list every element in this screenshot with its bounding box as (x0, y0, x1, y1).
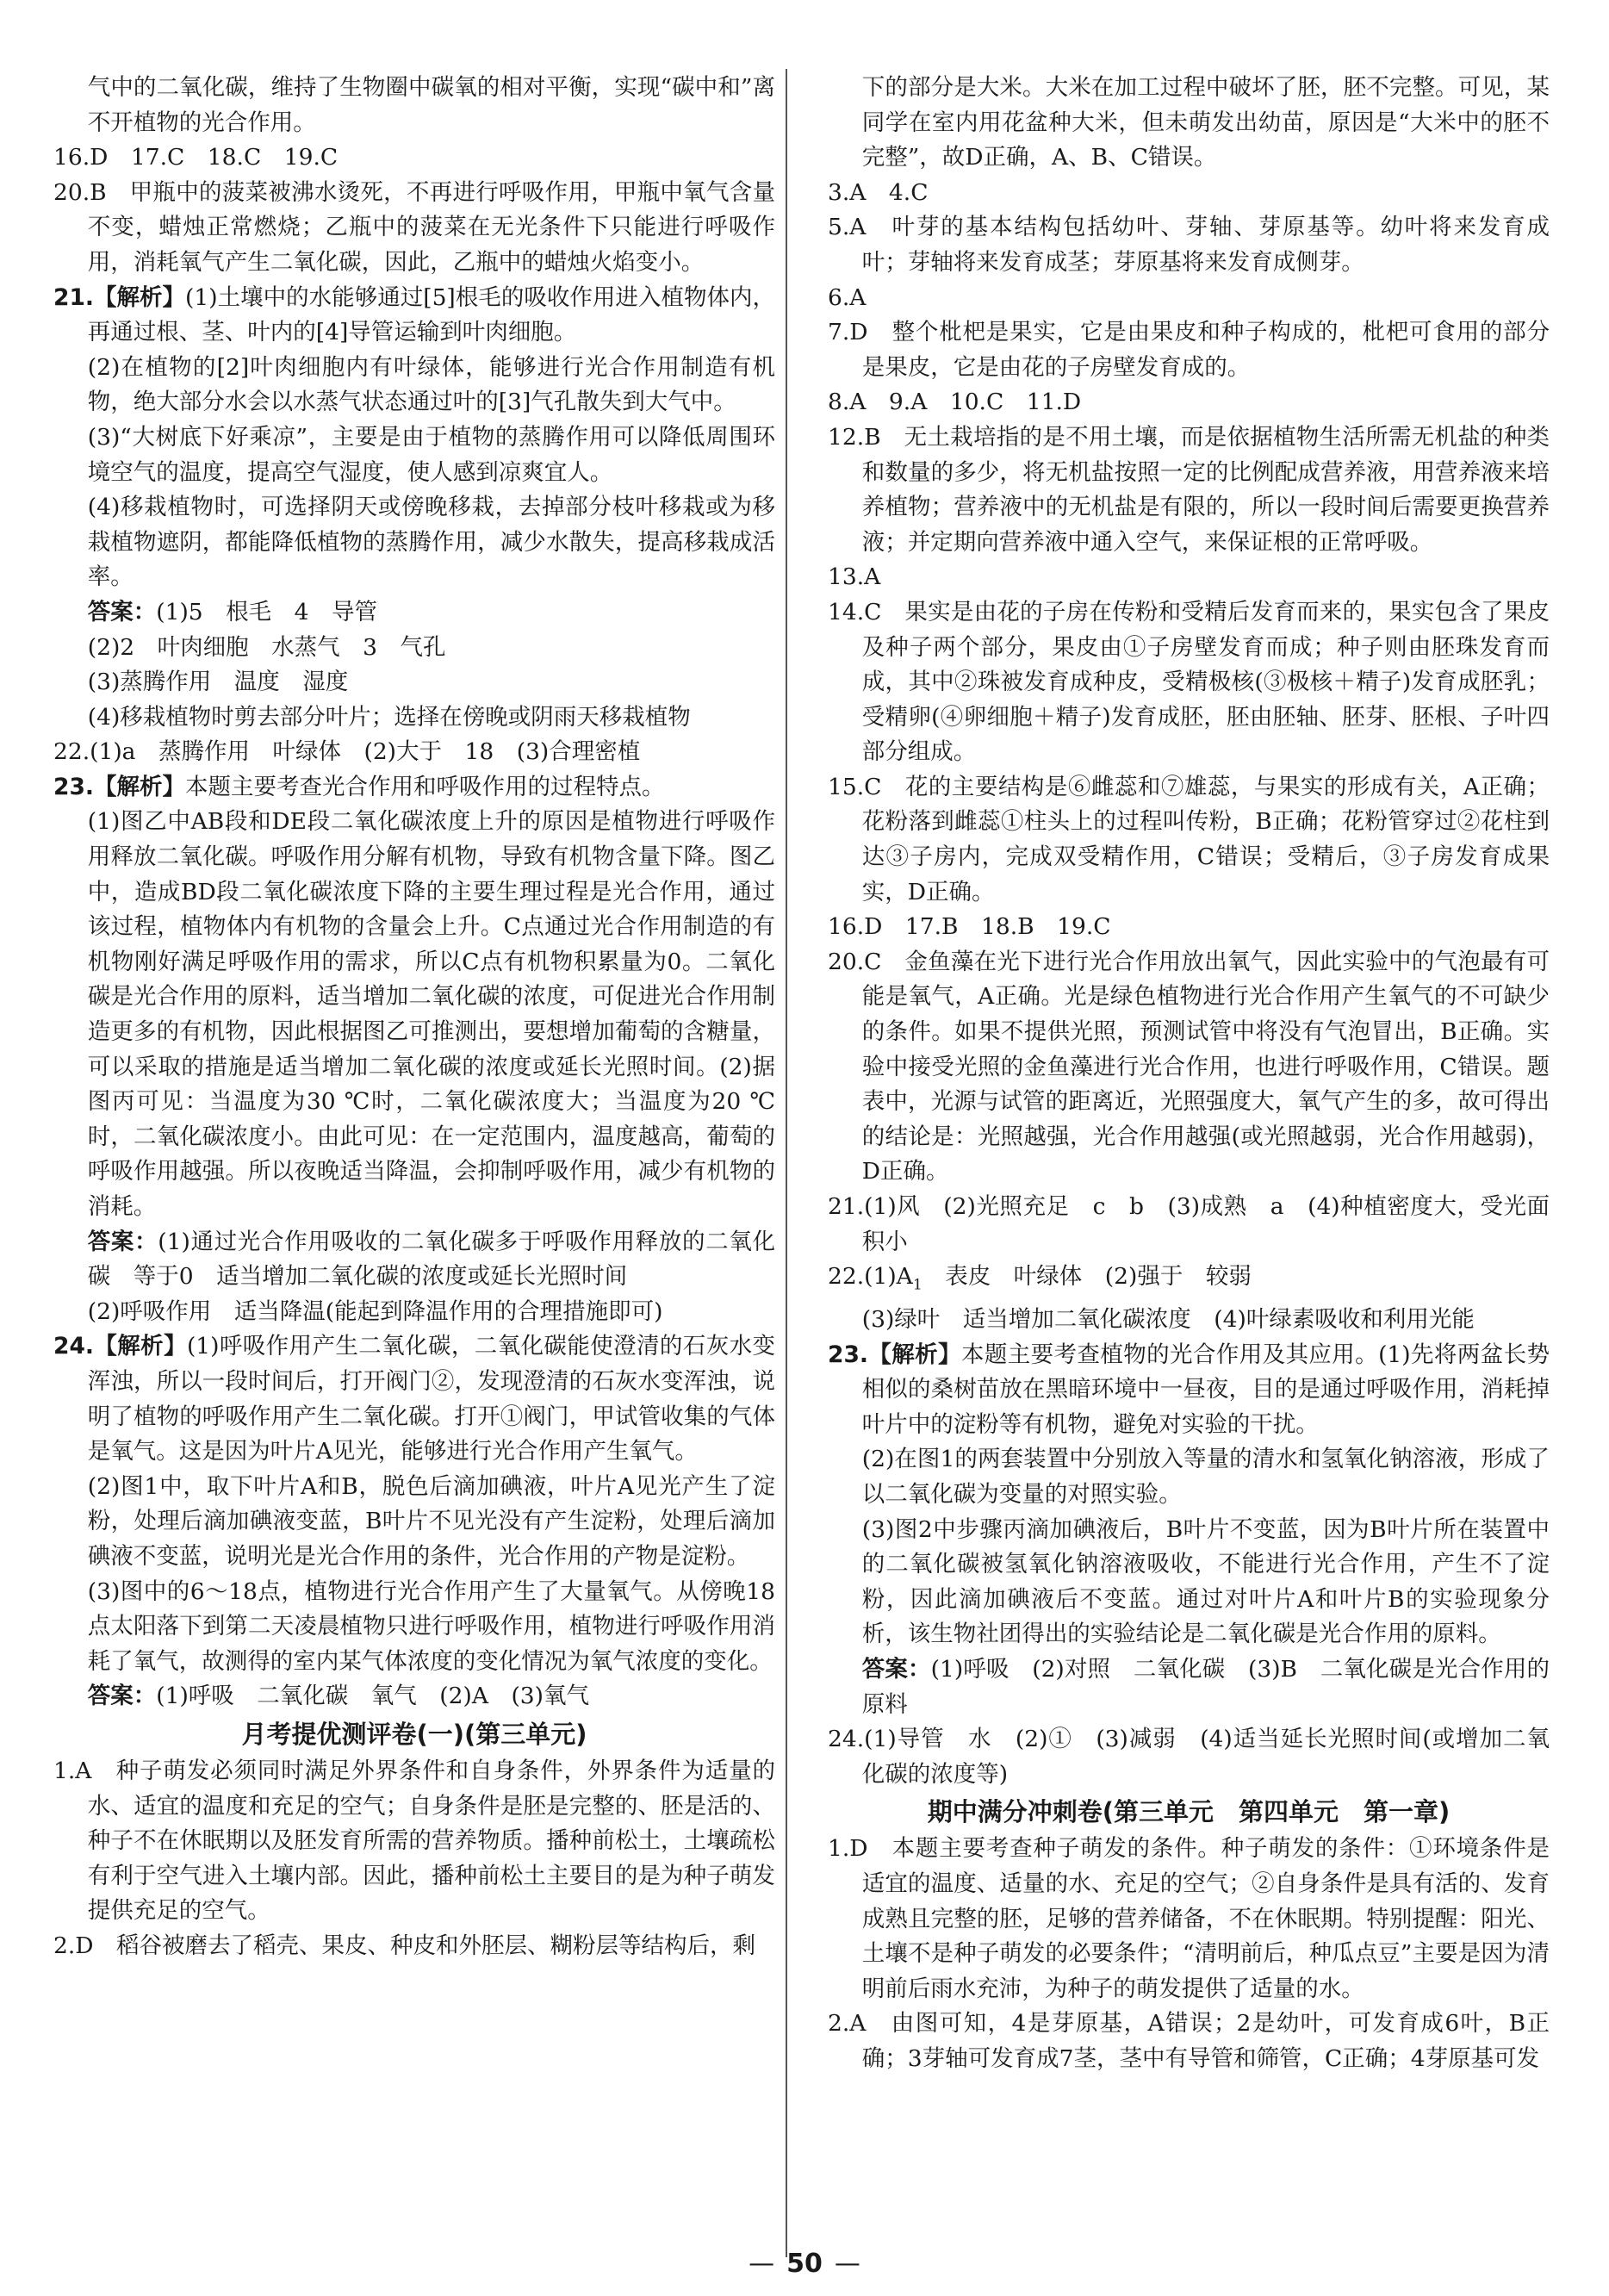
analysis-text: (1)呼吸作用产生二氧化碳，二氧化碳能使澄清的石灰水变浑浊，所以一段时间后，打开阀门②，发现澄清的石灰水变浑浊，说明了植物的呼吸作用产生二氧化碳。打开①阀门，甲试管收集的气体是氧气。这是因为叶片A见光，能够进行光合作用产生氧气。 (87, 1333, 775, 1465)
answer-item (53, 281, 775, 351)
answer-item: 1.A 种子萌发必须同时满足外界条件和自身条件，外界条件为适量的水、适宜的温度和充足的空气；自身条件是胚是完整的、胚是活的、种子不在休眠期以及胚发育所需的营养物质。播种前松土，土壤疏松有利于空气进入土壤内部。因此，播种前松土主要目的是为种子萌发提供充足的空气。 (53, 1757, 775, 1925)
answer-item: 2.A 由图可知，4是芽原基，A错误；2是幼叶，可发育成6叶，B正确；3芽轴可发育成7茎，茎中有导管和筛管，C正确；4芽原基可发 (828, 2010, 1550, 2072)
answer-block (53, 1225, 775, 1295)
answer-item: 20.C 金鱼藻在光下进行光合作用放出氧气，因此实验中的气泡最有可能是氧气，A正确。光是绿色植物进行光合作用产生氧气的不可缺少的条件。如果不提供光照，预测试管中将没有气泡冒出，B正确。实验中接受光照的金鱼藻进行光合作用，也进行呼吸作用，C错误。题表中，光源与试管的距离近，光照强度大，氧气产生的多，故可得出的结论是：光照越强，光合作用越强(或光照越弱，光合作用越弱)，D正确。 (828, 948, 1550, 1185)
answer-block (53, 1679, 775, 1714)
dash-left: — (749, 2249, 775, 2279)
answer-item (828, 1338, 1550, 1443)
answer-line: 8.A 9.A 10.C 11.D (828, 389, 1082, 416)
analysis-label: 23.【解析】 (828, 1341, 961, 1368)
page-number (0, 2249, 1609, 2279)
answer-text: (1)5 根毛 4 导管 (156, 598, 378, 625)
answer-text: (1)通过光合作用吸收的二氧化碳多于呼吸作用释放的二氧化碳 等于0 适当增加二氧化碳的浓度或延长光照时间 (87, 1228, 776, 1291)
paragraph: (1)图乙中AB段和DE段二氧化碳浓度上升的原因是植物进行呼吸作用释放二氧化碳。呼吸作用分解有机物，导致有机物含量下降。图乙中，造成BD段二氧化碳浓度下降的主要生理过程是光合作用，通过该过程，植物体内有机物的含量会上升。C点通过光合作用制造的有机物刚好满足呼吸作用的需求，所以C点有机物积累量为0。二氧化碳是光合作用的原料，适当增加二氧化碳的浓度，可促进光合作用制造更多的有机物，因此根据图乙可推测出，要想增加葡萄的含糖量，可以采取的措施是适当增加二氧化碳的浓度或延长光照时间。(2)据图丙可见：当温度为30 ℃时，二氧化碳浓度大；当温度为20 ℃时，二氧化碳浓度小。由此可见：在一定范围内，温度越高，葡萄的呼吸作用越强。所以夜晚适当降温，会抑制呼吸作用，减少有机物的消耗。 (87, 808, 775, 1220)
answer-item: 24.(1)导管 水 (2)① (3)减弱 (4)适当延长光照时间(或增加二氧化碳的浓度等) (828, 1726, 1550, 1788)
answer-item: 12.B 无土栽培指的是不用土壤，而是依据植物生活所需无机盐的种类和数量的多少，将无机盐按照一定的比例配成营养液，用营养液来培养植物；营养液中的无机盐是有限的，所以一段时间后需要更换营养液；并定期向营养液中通入空气，来保证根的正常呼吸。 (828, 423, 1550, 556)
answer-text: (3)绿叶 适当增加二氧化碳浓度 (4)叶绿素吸收和利用光能 (861, 1306, 1475, 1334)
analysis-label: 21.【解析】 (53, 283, 186, 311)
paragraph: (2)在图1的两套装置中分别放入等量的清水和氢氧化钠溶液，形成了以二氧化碳为变量的对照实验。 (861, 1446, 1550, 1509)
answer-text: (1)呼吸 二氧化碳 氧气 (2)A (3)氧气 (156, 1683, 589, 1710)
paragraph: (3)图2中步骤丙滴加碘液后，B叶片不变蓝，因为B叶片所在装置中的二氧化碳被氢氧化钠溶液吸收，不能进行光合作用，产生不了淀粉，因此滴加碘液后不变蓝。通过对叶片A和叶片B的实验现象分析，该生物社团得出的实验结论是二氧化碳是光合作用的原料。 (861, 1515, 1550, 1648)
analysis-text: 本题主要考查光合作用和呼吸作用的过程特点。 (184, 773, 665, 800)
answer-item: 15.C 花的主要结构是⑥雌蕊和⑦雄蕊，与果实的形成有关，A正确；花粉落到雌蕊①柱头上的过程叫传粉，B正确；花粉管穿过②花柱到达③子房内，完成双受精作用，C错误；受精后，③子房发育成果实，D正确。 (828, 773, 1550, 905)
paragraph: (2)在植物的[2]叶肉细胞内有叶绿体，能够进行光合作用制造有机物，绝大部分水会以水蒸气状态通过叶的[3]气孔散失到大气中。 (87, 353, 775, 416)
analysis-label: 24.【解析】 (53, 1333, 187, 1360)
answer-item: 20.B 甲瓶中的菠菜被沸水烫死，不再进行呼吸作用，甲瓶中氧气含量不变，蜡烛正常燃烧；乙瓶中的菠菜在无光条件下只能进行呼吸作用，消耗氧气产生二氧化碳，因此，乙瓶中的蜡烛火焰变小。 (53, 178, 775, 276)
section-title: 月考提优测评卷(一)(第三单元) (241, 1719, 587, 1749)
answer-text: (3)蒸腾作用 温度 湿度 (87, 669, 349, 696)
answer-label: 答案： (87, 1228, 158, 1255)
answer-label: 答案： (861, 1656, 931, 1683)
right-column (828, 71, 1550, 2077)
answer-line: 3.A 4.C (828, 178, 929, 206)
answer-text: 22.(1)A (828, 1263, 913, 1291)
answer-block (828, 1652, 1550, 1722)
section-title: 期中满分冲刺卷(第三单元 第四单元 第一章) (927, 1797, 1451, 1827)
page-number-value: 50 (786, 2249, 823, 2279)
paragraph: (3)图中的6～18点，植物进行光合作用产生了大量氧气。从傍晚18点太阳落下到第二天凌晨植物只进行呼吸作用，植物进行呼吸作用消耗了氧气，故测得的室内某气体浓度的变化情况为氧气浓度的变化。 (87, 1577, 775, 1675)
answer-text: (1)呼吸 (2)对照 二氧化碳 (3)B 二氧化碳是光合作用的原料 (861, 1656, 1550, 1718)
answer-item: 7.D 整个枇杷是果实，它是由果皮和种子构成的，枇杷可食用的部分是果皮，它是由花的子房壁发育成的。 (828, 319, 1550, 381)
answer-line: 16.D 17.C 18.C 19.C (53, 144, 339, 171)
answer-item (53, 1329, 775, 1469)
answer-item: 5.A 叶芽的基本结构包括幼叶、芽轴、芽原基等。幼叶将来发育成叶；芽轴将来发育成茎；芽原基将来发育成侧芽。 (828, 214, 1550, 276)
answer-item: 2.D 稻谷被磨去了稻壳、果皮、种皮和外胚层、糊粉层等结构后，剩 (53, 1932, 756, 1959)
left-column (53, 71, 775, 1963)
paragraph: (4)移栽植物时，可选择阴天或傍晚移栽，去掉部分枝叶移栽或为移栽植物遮阴，都能降低植物的蒸腾作用，减少水散失，提高移栽成活率。 (87, 494, 775, 591)
answer-item (53, 770, 775, 806)
answer-text: (2)呼吸作用 适当降温(能起到降温作用的合理措施即可) (87, 1297, 663, 1325)
answer-line: 22.(1)a 蒸腾作用 叶绿体 (2)大于 18 (3)合理密植 (53, 738, 641, 766)
paragraph: 下的部分是大米。大米在加工过程中破坏了胚，胚不完整。可见，某同学在室内用花盆种大米，但未萌发出幼苗，原因是“大米中的胚不完整”，故D正确，A、B、C错误。 (861, 74, 1550, 171)
dash-right: — (834, 2249, 860, 2279)
answer-text: 表皮 叶绿体 (2)强于 较弱 (922, 1263, 1252, 1291)
answer-text: (4)移栽植物时剪去部分叶片；选择在傍晚或阴雨天移栽植物 (87, 703, 691, 731)
answer-line: 13.A (828, 563, 881, 591)
paragraph: (2)图1中，取下叶片A和B，脱色后滴加碘液，叶片A见光产生了淀粉，处理后滴加碘液变蓝，B叶片不见光没有产生淀粉，处理后滴加碘液不变蓝，说明光是光合作用的条件，光合作用的产物是淀粉。 (87, 1472, 775, 1570)
analysis-text: 本题主要考查植物的光合作用及其应用。(1)先将两盆长势相似的桑树苗放在黑暗环境中一昼夜，目的是通过呼吸作用，消耗掉叶片中的淀粉等有机物，避免对实验的干扰。 (861, 1341, 1550, 1438)
column-divider (786, 69, 787, 2257)
analysis-label: 23.【解析】 (53, 773, 185, 800)
paragraph: 气中的二氧化碳，维持了生物圈中碳氧的相对平衡，实现“碳中和”离不开植物的光合作用。 (87, 74, 775, 136)
answer-line: 6.A (828, 283, 867, 311)
answer-item: 14.C 果实是由花的子房在传粉和受精后发育而来的，果实包含了果皮及种子两个部分，果皮由①子房壁发育而成；种子则由胚珠发育而成，其中②珠被发育成种皮，受精极核(③极核＋精子)发育成胚乳；受精卵(④卵细胞＋精子)发育成胚，胚由胚轴、胚芽、胚根、子叶四部分组成。 (828, 598, 1550, 766)
answer-item: 21.(1)风 (2)光照充足 c b (3)成熟 a (4)种植密度大，受光面积小 (828, 1193, 1550, 1255)
answer-text: (2)2 叶肉细胞 水蒸气 3 气孔 (87, 633, 446, 661)
paragraph: (3)“大树底下好乘凉”，主要是由于植物的蒸腾作用可以降低周围环境空气的温度，提高空气湿度，使人感到凉爽宜人。 (87, 423, 775, 486)
answer-label: 答案： (87, 1683, 157, 1710)
answer-block (53, 595, 775, 631)
analysis-text: (1)土壤中的水能够通过[5]根毛的吸收作用进入植物体内，再通过根、茎、叶内的[4]导管运输到叶肉细胞。 (87, 283, 775, 346)
answer-item: 1.D 本题主要考查种子萌发的条件。种子萌发的条件：①环境条件是适宜的温度、适量的水、充足的空气；②自身条件是具有活的、发育成熟且完整的胚，足够的营养储备，不在休眠期。特别提醒：阳光、土壤不是种子萌发的必要条件；“清明前后，种瓜点豆”主要是因为清明前后雨水充沛，为种子的萌发提供了适量的水。 (828, 1835, 1550, 2002)
subscript: 1 (912, 1276, 923, 1294)
answer-label: 答案： (87, 598, 157, 625)
answer-line: 16.D 17.B 18.B 19.C (828, 913, 1111, 941)
answer-item (828, 1260, 1550, 1303)
